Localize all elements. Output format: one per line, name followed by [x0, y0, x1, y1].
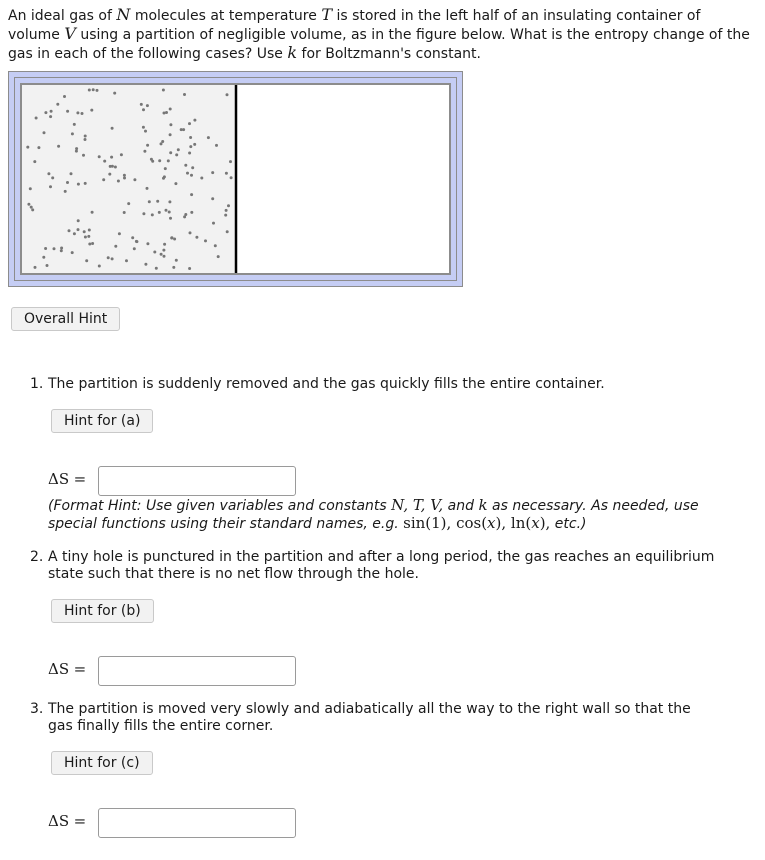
gas-molecule — [214, 244, 217, 247]
gas-molecule — [81, 112, 84, 115]
question-text: A tiny hole is punctured in the partition and after a long period, the gas reaches an equilibrium state such that there is no net flow through the hole. — [48, 549, 715, 582]
gas-molecule — [31, 208, 34, 211]
gas-molecule — [169, 133, 172, 136]
gas-molecule — [29, 187, 32, 190]
gas-molecule — [211, 171, 214, 174]
format-hint-func: sin(1), cos( — [403, 514, 488, 532]
gas-molecule — [188, 152, 191, 155]
gas-molecule — [77, 219, 80, 222]
format-hint-x: x — [531, 514, 540, 532]
gas-molecule — [158, 159, 161, 162]
gas-molecule — [156, 200, 159, 203]
delta-s-label — [48, 812, 86, 830]
gas-molecule — [200, 177, 203, 180]
gas-molecule — [113, 92, 116, 95]
gas-molecule — [168, 211, 171, 214]
gas-molecule — [47, 172, 50, 175]
gas-molecule — [190, 211, 193, 214]
gas-molecule — [84, 182, 87, 185]
gas-molecule — [96, 89, 99, 92]
gas-molecule — [169, 108, 172, 111]
gas-molecule — [49, 115, 52, 118]
question-2 — [30, 549, 730, 583]
format-hint-x: x — [487, 514, 496, 532]
format-hint — [48, 497, 738, 533]
gas-molecule — [142, 108, 145, 111]
gas-molecule — [53, 247, 56, 250]
gas-molecule — [153, 251, 156, 254]
gas-molecule — [142, 126, 145, 129]
gas-molecule — [125, 259, 128, 262]
gas-molecule — [82, 154, 85, 157]
gas-molecule — [217, 255, 220, 258]
gas-molecule — [226, 230, 229, 233]
gas-molecule — [186, 172, 189, 175]
question-3 — [30, 701, 730, 735]
gas-molecule — [60, 249, 63, 252]
gas-molecule — [127, 202, 130, 205]
gas-molecule — [88, 229, 91, 232]
gas-molecule — [102, 178, 105, 181]
gas-molecule — [87, 235, 90, 238]
gas-molecule — [66, 181, 69, 184]
gas-molecule — [123, 177, 126, 180]
intro-text: is stored in the left half of an insulating container of volume — [8, 8, 701, 43]
equals-sign: = — [73, 660, 87, 678]
gas-molecule — [44, 247, 47, 250]
gas-molecule — [230, 176, 233, 179]
gas-molecule — [225, 172, 228, 175]
gas-molecule — [92, 88, 95, 91]
gas-molecule — [177, 148, 180, 151]
gas-molecule — [111, 257, 114, 260]
gas-molecule — [35, 117, 38, 120]
gas-molecule — [190, 174, 193, 177]
gas-molecule — [73, 232, 76, 235]
gas-molecule — [114, 245, 117, 248]
gas-molecule — [91, 242, 94, 245]
format-hint-text: etc.) — [550, 516, 587, 532]
gas-molecule — [107, 256, 110, 259]
gas-molecule — [160, 253, 163, 256]
gas-molecule — [212, 222, 215, 225]
gas-molecule — [162, 177, 165, 180]
container-figure — [8, 71, 463, 287]
intro-text: molecules at temperature — [130, 8, 322, 24]
format-hint-text: and — [443, 498, 479, 514]
intro-text: using a partition of negligible volume, as in the figure below. What is the entropy change of the gas in each of the following cases? Use — [8, 27, 750, 62]
gas-molecule — [162, 89, 165, 92]
answer-c-input[interactable] — [98, 808, 296, 838]
gas-molecule — [63, 95, 66, 98]
gas-molecule — [88, 89, 91, 92]
gas-molecule — [211, 197, 214, 200]
format-hint-text: as necessary. As needed, use special functions using their standard names, e.g. — [48, 498, 699, 532]
gas-molecule — [131, 236, 134, 239]
gas-molecule — [182, 128, 185, 131]
format-hint-func: ), ln( — [495, 514, 532, 532]
gas-molecule — [146, 104, 149, 107]
gas-molecule — [37, 146, 40, 149]
gas-molecule — [168, 200, 171, 203]
gas-molecule — [133, 247, 136, 250]
gas-molecule — [84, 135, 87, 138]
var-n: N — [116, 5, 131, 24]
answer-b-input[interactable] — [98, 656, 296, 686]
gas-molecule — [42, 256, 45, 259]
gas-molecule — [43, 131, 46, 134]
gas-molecule — [27, 203, 30, 206]
gas-molecule — [173, 238, 176, 241]
gas-molecule — [175, 153, 178, 156]
gas-molecule — [183, 93, 186, 96]
gas-molecule — [188, 122, 191, 125]
gas-molecule — [158, 211, 161, 214]
gas-molecule — [189, 145, 192, 148]
gas-molecule — [165, 209, 168, 212]
gas-molecule — [167, 159, 170, 162]
gas-molecule — [143, 150, 146, 153]
gas-molecule — [103, 160, 106, 163]
var-v: V — [64, 24, 76, 43]
gas-molecule — [44, 111, 47, 114]
gas-molecule — [90, 109, 93, 112]
hint-a-button[interactable]: Hint for (a) — [51, 409, 153, 433]
delta-s-label — [48, 660, 86, 678]
gas-molecule — [161, 140, 164, 143]
gas-molecule — [33, 160, 36, 163]
gas-molecule — [207, 136, 210, 139]
gas-molecule — [184, 164, 187, 167]
gas-molecule — [66, 110, 69, 113]
gas-molecule — [83, 230, 86, 233]
gas-molecule — [188, 267, 191, 270]
gas-molecule — [73, 123, 76, 126]
gas-molecule — [49, 185, 52, 188]
gas-molecule — [155, 267, 158, 270]
gas-molecule — [123, 174, 126, 177]
gas-molecule — [193, 143, 196, 146]
gas-molecule — [51, 176, 54, 179]
intro-text: for Boltzmann's constant. — [297, 46, 481, 62]
hint-c-button[interactable]: Hint for (c) — [51, 751, 153, 775]
question-number: 1. — [30, 376, 44, 392]
gas-molecule — [148, 200, 151, 203]
gas-molecule — [111, 127, 114, 130]
gas-molecule — [133, 178, 136, 181]
gas-region — [22, 85, 236, 273]
gas-molecule — [46, 264, 49, 267]
gas-molecule — [229, 160, 232, 163]
question-text: The partition is moved very slowly and adiabatically all the way to the right wall so that the gas finally fills the entire corner. — [48, 701, 691, 734]
gas-molecule — [98, 155, 101, 158]
gas-molecule — [109, 165, 112, 168]
intro-text: An ideal gas of — [8, 8, 117, 24]
gas-molecule — [215, 144, 218, 147]
gas-molecule — [64, 190, 67, 193]
gas-molecule — [117, 180, 120, 183]
delta-s-symbol: ΔS — [48, 660, 70, 678]
gas-molecule — [163, 255, 166, 258]
gas-molecule — [146, 242, 149, 245]
question-number: 2. — [30, 549, 44, 565]
gas-molecule — [68, 229, 71, 232]
gas-molecule — [165, 111, 168, 114]
gas-molecule — [226, 93, 229, 96]
gas-molecule — [144, 130, 147, 133]
gas-molecule — [135, 240, 138, 243]
gas-molecule — [98, 265, 101, 268]
gas-molecule — [85, 259, 88, 262]
equals-sign: = — [73, 470, 87, 488]
problem-statement — [8, 6, 753, 63]
gas-molecule — [110, 156, 113, 159]
gas-molecule — [30, 206, 33, 209]
gas-molecule — [75, 150, 78, 153]
answer-a-input[interactable] — [98, 466, 296, 496]
gas-molecule — [151, 213, 154, 216]
gas-molecule — [84, 236, 87, 239]
question-number: 3. — [30, 701, 44, 717]
format-hint-func: ), — [539, 514, 551, 532]
gas-molecule — [174, 182, 177, 185]
gas-molecule — [57, 145, 60, 148]
delta-s-label — [48, 470, 86, 488]
gas-molecule — [56, 103, 59, 106]
gas-molecule — [71, 251, 74, 254]
gas-molecule — [108, 173, 111, 176]
gas-molecule — [71, 132, 74, 135]
gas-molecule — [175, 259, 178, 262]
gas-molecule — [120, 153, 123, 156]
gas-molecule — [34, 266, 37, 269]
gas-molecule — [146, 187, 149, 190]
gas-molecule — [204, 239, 207, 242]
gas-molecule — [172, 266, 175, 269]
gas-molecule — [225, 209, 228, 212]
gas-molecule — [118, 232, 121, 235]
gas-molecule — [169, 123, 172, 126]
gas-molecule — [91, 211, 94, 214]
gas-molecule — [189, 231, 192, 234]
question-1 — [30, 376, 730, 393]
gas-molecule — [144, 263, 147, 266]
gas-molecule — [77, 228, 80, 231]
gas-molecule — [70, 172, 73, 175]
delta-s-symbol: ΔS — [48, 812, 70, 830]
gas-molecule — [60, 247, 63, 250]
overall-hint-button[interactable]: Overall Hint — [11, 307, 120, 331]
gas-molecule — [163, 243, 166, 246]
gas-molecule — [114, 166, 117, 169]
format-hint-text: (Format Hint: Use given variables and constants — [48, 498, 392, 514]
gas-molecule — [123, 211, 126, 214]
gas-molecule — [190, 193, 193, 196]
gas-molecule — [224, 214, 227, 217]
gas-molecule — [151, 160, 154, 163]
format-hint-vars: N, T, V, — [391, 496, 444, 514]
gas-molecule — [193, 119, 196, 122]
gas-molecule — [184, 213, 187, 216]
gas-molecule — [170, 236, 173, 239]
gas-molecule — [26, 146, 29, 149]
gas-molecule — [146, 144, 149, 147]
gas-molecule — [169, 151, 172, 154]
gas-molecule — [195, 236, 198, 239]
gas-molecule — [88, 243, 91, 246]
gas-molecule — [164, 167, 167, 170]
gas-molecule — [162, 249, 165, 252]
question-text: The partition is suddenly removed and the gas quickly fills the entire container. — [48, 376, 605, 392]
gas-molecule — [169, 217, 172, 220]
equals-sign: = — [73, 812, 87, 830]
gas-molecule — [142, 212, 145, 215]
format-hint-k: k — [478, 496, 488, 514]
gas-molecule — [163, 112, 166, 115]
var-t: T — [321, 5, 332, 24]
var-k: k — [287, 43, 298, 62]
gas-molecule — [77, 183, 80, 186]
gas-molecule — [227, 204, 230, 207]
gas-molecule — [84, 138, 87, 141]
hint-b-button[interactable]: Hint for (b) — [51, 599, 154, 623]
gas-molecule — [140, 103, 143, 106]
gas-molecule — [50, 110, 53, 113]
gas-molecule — [189, 136, 192, 139]
delta-s-symbol: ΔS — [48, 470, 70, 488]
gas-molecule — [191, 166, 194, 169]
gas-molecule — [76, 111, 79, 114]
